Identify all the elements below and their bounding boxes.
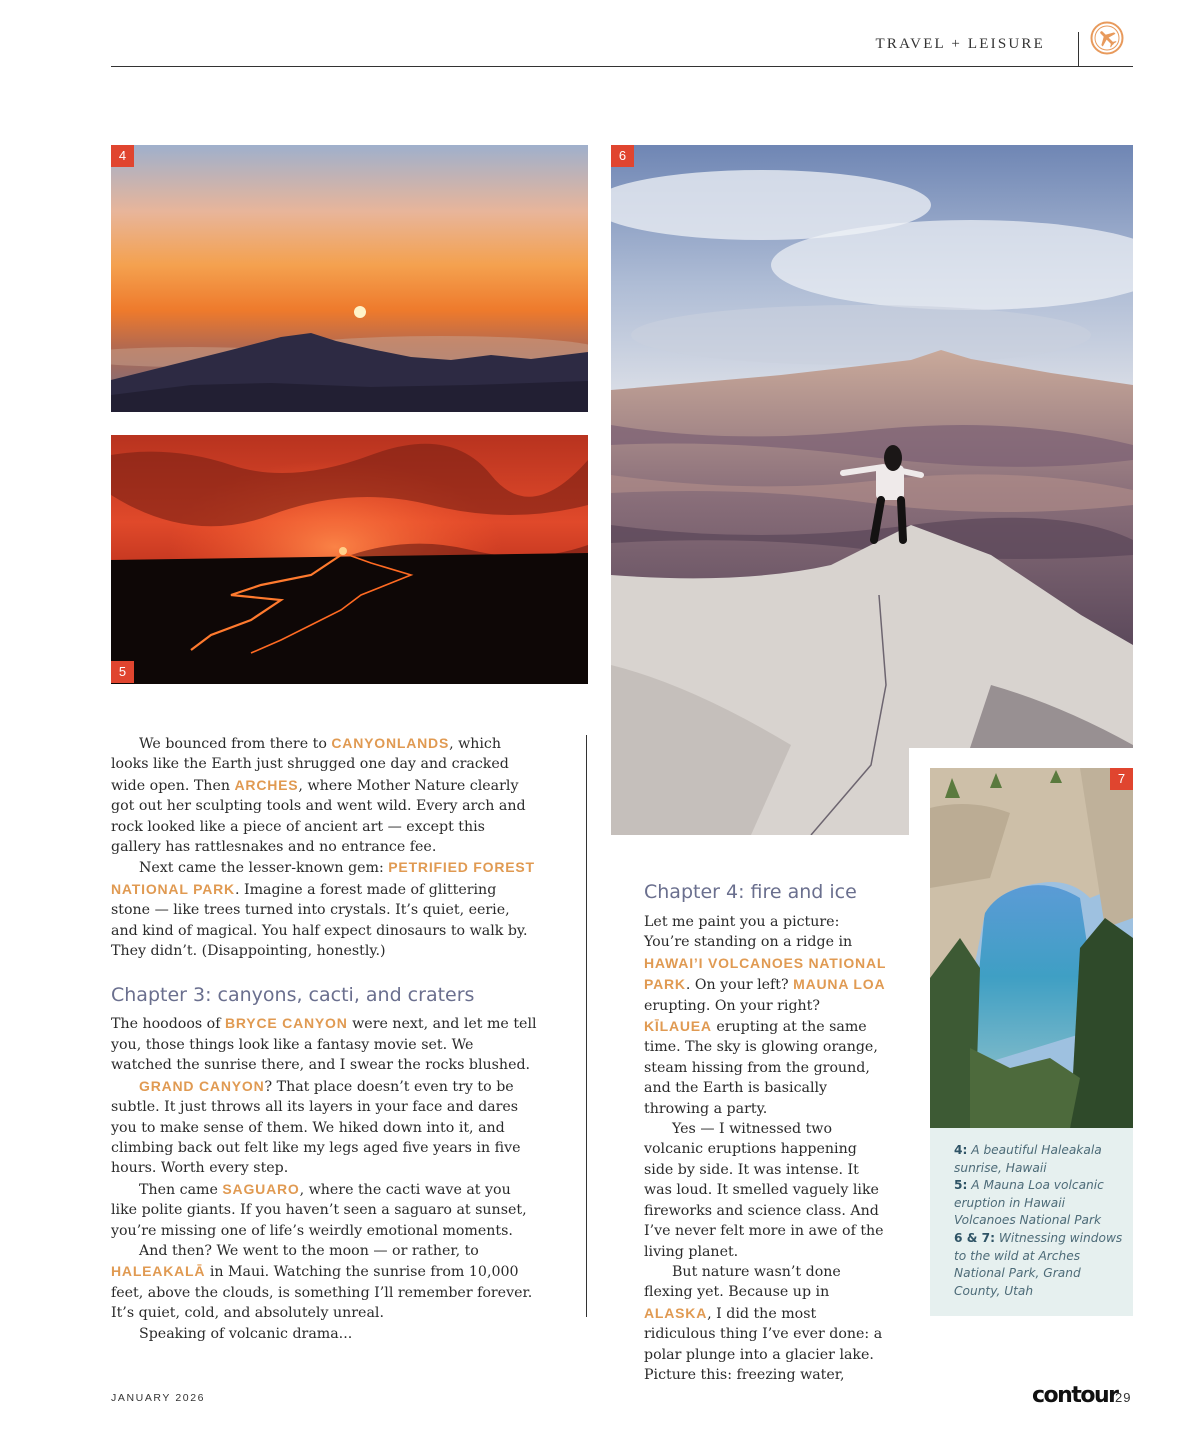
photo-haleakala-sunrise bbox=[111, 145, 588, 412]
photo-caption bbox=[954, 1142, 1124, 1300]
header-rule bbox=[111, 66, 1133, 67]
place-highlight: HAWAI’I VOLCANOES NATIONAL PARK bbox=[644, 954, 886, 993]
place-highlight: HALEAKALĀ bbox=[111, 1263, 206, 1280]
caption-entry: 5: A Mauna Loa volcanic eruption in Hawaii Volcanoes National Park bbox=[954, 1178, 1104, 1228]
place-highlight: MAUNA LOA bbox=[793, 976, 886, 993]
paragraph: Next came the lesser-known gem: PETRIFIED FOREST NATIONAL PARK. Imagine a forest made of glittering stone — like trees turned into crystals. It’s quiet, eerie, and kind of magical. You half expect dinosaurs to walk by. They didn’t. (Disappointing, honestly.) bbox=[111, 859, 535, 960]
header-divider bbox=[1078, 32, 1079, 67]
paragraph: And then? We went to the moon — or rather, to HALEAKALĀ in Maui. Watching the sunrise from 10,000 feet, above the clouds, is something I’ll remember forever. It’s quiet, cold, and absolutely unreal. bbox=[111, 1242, 533, 1322]
photo-arch-window bbox=[930, 768, 1133, 1128]
plane-badge-icon bbox=[1090, 21, 1124, 55]
photo-number-badge: 6 bbox=[611, 145, 634, 167]
photo-mauna-loa-eruption bbox=[111, 435, 588, 684]
caption-entry: 6 & 7: Witnessing windows to the wild at Arches National Park, Grand County, Utah bbox=[954, 1230, 1123, 1298]
place-highlight: ALASKA bbox=[644, 1304, 708, 1321]
caption-entry: 4: A beautiful Haleakala sunrise, Hawaii bbox=[954, 1143, 1102, 1175]
right-column bbox=[644, 880, 886, 1385]
chapter-heading: Chapter 4: fire and ice bbox=[644, 881, 857, 903]
photo-number-badge: 7 bbox=[1110, 768, 1133, 790]
photo-painted-badlands bbox=[611, 145, 1133, 835]
section-label: TRAVEL + LEISURE bbox=[875, 36, 1045, 52]
paragraph: Then came SAGUARO, where the cacti wave at you like polite giants. If you haven’t seen a saguaro at sunset, you’re missing one of life’s weirdly emotional moments. bbox=[111, 1180, 527, 1239]
place-highlight: KĪLAUEA bbox=[644, 1018, 712, 1035]
magazine-logo: contour bbox=[1032, 1383, 1118, 1408]
left-column bbox=[111, 733, 537, 1344]
place-highlight: GRAND CANYON bbox=[139, 1077, 265, 1094]
photo-number-badge: 5 bbox=[111, 661, 134, 683]
place-highlight: ARCHES bbox=[234, 776, 299, 793]
chapter-heading: Chapter 3: canyons, cacti, and craters bbox=[111, 984, 475, 1007]
paragraph: GRAND CANYON? That place doesn’t even try to be subtle. It just throws all its layers in your face and dares you to make sense of them. We hiked down into it, and climbing back out felt like my legs aged five years in five hours. Worth every step. bbox=[111, 1077, 521, 1177]
place-highlight: BRYCE CANYON bbox=[225, 1015, 348, 1032]
paragraph: Let me paint you a picture: You’re standing on a ridge in HAWAI’I VOLCANOES NATIONAL PARK. On your left? MAUNA LOA erupting. On your right? KĪLAUEA erupting at the same time. The sky is glowing orange, steam hissing from the ground, and the Earth is basically throwing a party. bbox=[644, 914, 886, 1117]
page-number: 29 bbox=[1115, 1390, 1132, 1405]
paragraph: Speaking of volcanic drama... bbox=[139, 1325, 353, 1342]
place-highlight: CANYONLANDS bbox=[331, 735, 450, 751]
paragraph: Yes — I witnessed two volcanic eruptions happening side by side. It was intense. It was loud. It smelled vaguely like fireworks and science class. And I’ve never felt more in awe of the living planet. bbox=[644, 1121, 884, 1260]
column-divider bbox=[586, 735, 587, 1317]
place-highlight: PETRIFIED FOREST NATIONAL PARK bbox=[111, 859, 535, 897]
issue-date: JANUARY 2026 bbox=[111, 1392, 206, 1404]
paragraph: The hoodoos of BRYCE CANYON were next, and let me tell you, those things look like a fantasy movie set. We watched the sunrise there, and I swear the rocks blushed. bbox=[111, 1015, 537, 1074]
place-highlight: SAGUARO bbox=[222, 1180, 300, 1197]
photo-number-badge: 4 bbox=[111, 145, 134, 167]
paragraph: But nature wasn’t done flexing yet. Because up in ALASKA, I did the most ridiculous thing I’ve ever done: a polar plunge into a glacier lake. Picture this: freezing water, bbox=[644, 1263, 883, 1383]
paragraph: We bounced from there to CANYONLANDS, which looks like the Earth just shrugged one day and cracked wide open. Then ARCHES, where Mother Nature clearly got out her sculpting tools and went wild. Every arch and rock looked like a piece of ancient art — except this gallery has rattlesnakes and no entrance fee. bbox=[111, 735, 526, 856]
